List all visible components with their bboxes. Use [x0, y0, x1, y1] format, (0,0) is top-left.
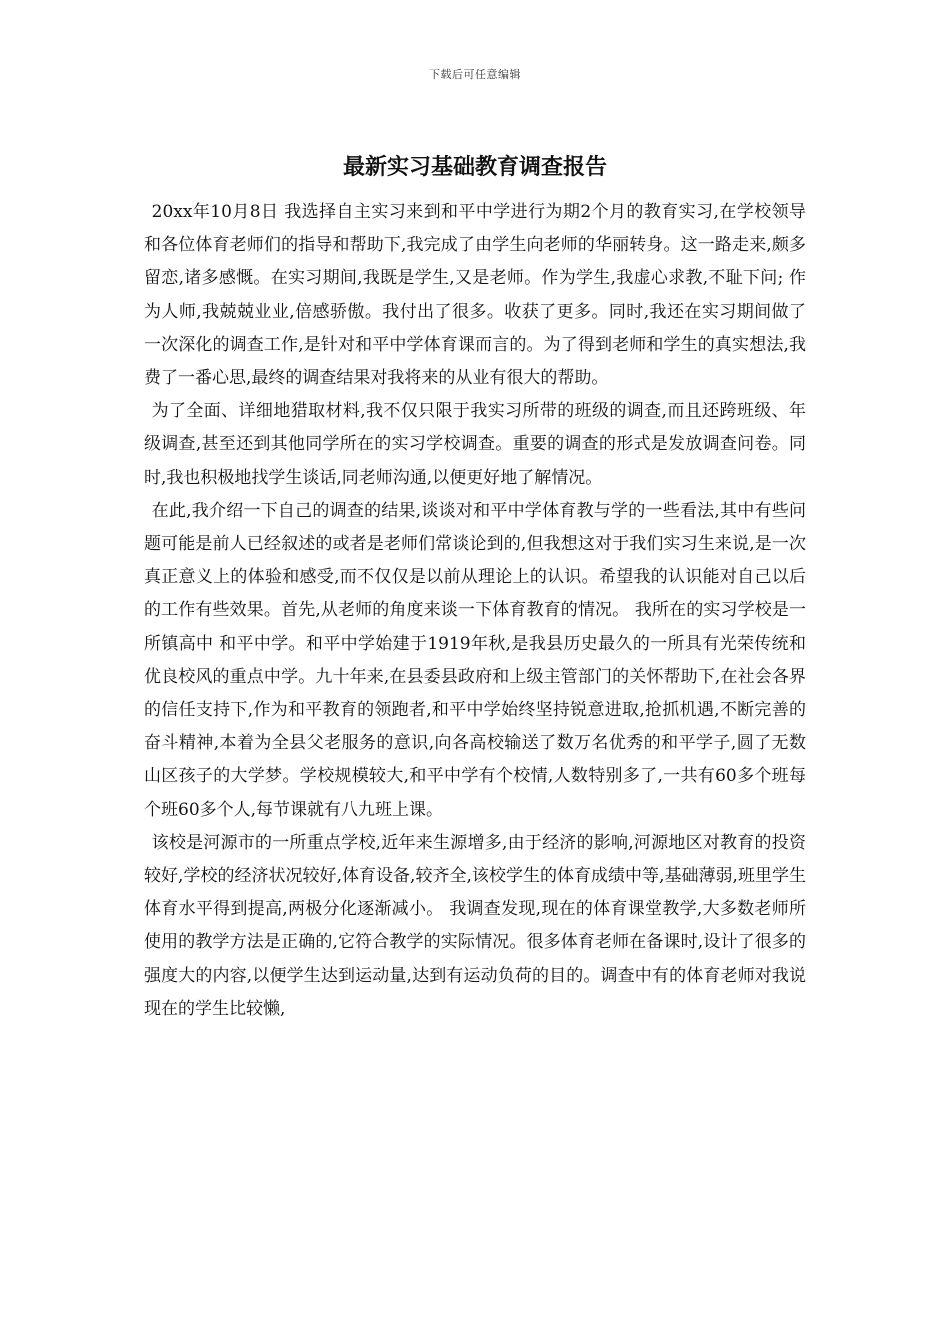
header-note: 下载后可任意编辑 [429, 68, 521, 81]
paragraph-2: 为了全面、详细地猎取材料,我不仅只限于我实习所带的班级的调查,而且还跨班级、年级调查,甚至还到其他同学所在的实习学校调查。重要的调查的形式是发放调查问卷。同时,我也积极地找学生谈话,同老师沟通,以便更好地了解情况。 [144, 401, 806, 488]
paragraph-4: 该校是河源市的一所重点学校,近年来生源增多,由于经济的影响,河源地区对教育的投资较好,学校的经济状况较好,体育设备,较齐全,该校学生的体育成绩中等,基础薄弱,班里学生体育水平得到提高,两极分化逐渐减小。 我调查发现,现在的体育课堂教学,大多数老师所使用的教学方法是正确的,它符合教学的实际情况。很多体育老师在备课时,设计了很多的强度大的内容,以便学生达到运动量,达到有运动负荷的目的。调查中有的体育老师对我说现在的学生比较懒, [144, 832, 806, 1019]
paragraph-3: 在此,我介绍一下自己的调查的结果,谈谈对和平中学体育教与学的一些看法,其中有些问题可能是前人已经叙述的或者是老师们常谈论到的,但我想这对于我们实习生来说,是一次真正意义上的体验和感受,而不仅仅是以前从理论上的认识。希望我的认识能对自己以后的工作有些效果。首先,从老师的角度来谈一下体育教育的情况。 我所在的实习学校是一所镇高中 和平中学。和平中学始建于1919年秋,是我县历史最久的一所具有光荣传统和优良校风的重点中学。九十年来,在县委县政府和上级主管部门的关怀帮助下,在社会各界的信任支持下,作为和平教育的领跑者,和平中学始终坚持锐意进取,抢抓机遇,不断完善的奋斗精神,本着为全县父老服务的意识,向各高校输送了数万名优秀的和平学子,圆了无数山区孩子的大学梦。学校规模较大,和平中学有个校情,人数特别多了,一共有60多个班每个班60多个人,每节课就有八九班上课。 [144, 500, 806, 820]
paragraph-1: 20xx年10月8日 我选择自主实习来到和平中学进行为期2个月的教育实习,在学校领导和各位体育老师们的指导和帮助下,我完成了由学生向老师的华丽转身。这一路走来,颇多留恋,诸多感慨。在实习期间,我既是学生,又是老师。作为学生,我虚心求教,不耻下问; 作为人师,我兢兢业业,倍感骄傲。我付出了很多。收获了更多。同时,我还在实习期间做了一次深化的调查工作,是针对和平中学体育课而言的。为了得到老师和学生的真实想法,我费了一番心思,最终的调查结果对我将来的从业有很大的帮助。 [144, 202, 806, 389]
document-body [144, 196, 806, 1026]
document-title: 最新实习基础教育调查报告 [342, 155, 607, 180]
